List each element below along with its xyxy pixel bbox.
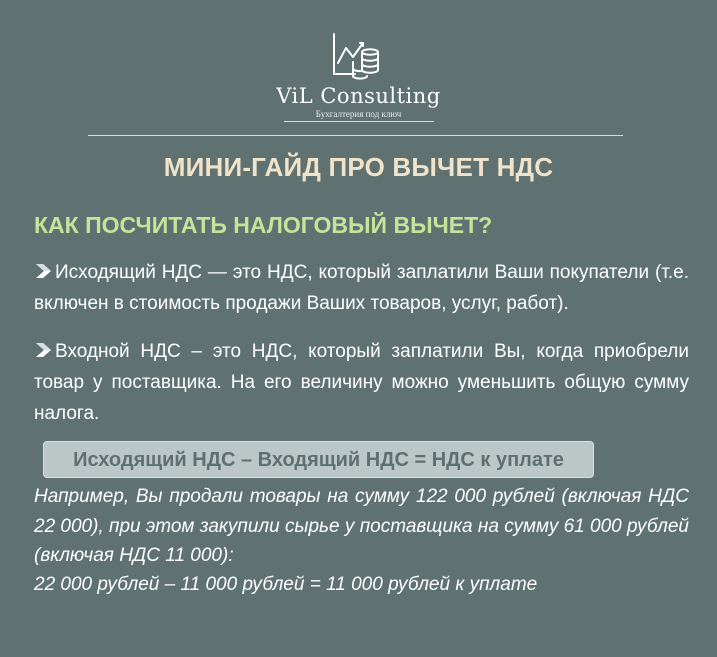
bullet-item-outgoing-vat [34,257,689,319]
page-title: МИНИ-ГАЙД ПРО ВЫЧЕТ НДС [163,152,554,182]
example-result: 22 000 рублей – 11 000 рублей = 11 000 рублей к уплате [34,574,538,595]
brand-tagline: Бухгалтерия под ключ [315,109,402,119]
brand-name: ViL Consulting [276,84,441,108]
brand-underline [284,121,434,122]
chevron-right-icon [34,340,54,360]
bullet-item-incoming-vat [34,336,689,429]
example-text: Например, Вы продали товары на сумму 122 000 рублей (включая НДС 22 000), при этом закупили сырье у поставщика на сумму 61 000 рублей (включая НДС 11 000): [34,486,689,566]
logo [0,30,717,122]
chevron-right-icon [34,261,54,281]
formula-box: Исходящий НДС – Входящий НДС = НДС к уплате [43,441,594,478]
bullet-text: Входной НДС – это НДС, который заплатили Вы, когда приобрели товар у поставщика. На его величину можно уменьшить общую сумму налога. [34,341,689,424]
section-subtitle: КАК ПОСЧИТАТЬ НАЛОГОВЫЙ ВЫЧЕТ? [34,212,493,238]
header-divider [88,135,623,136]
chart-coins-icon [329,30,389,82]
bullet-text: Исходящий НДС — это НДС, который заплатили Ваши покупатели (т.е. включен в стоимость продажи Ваших товаров, услуг, работ). [34,262,689,314]
